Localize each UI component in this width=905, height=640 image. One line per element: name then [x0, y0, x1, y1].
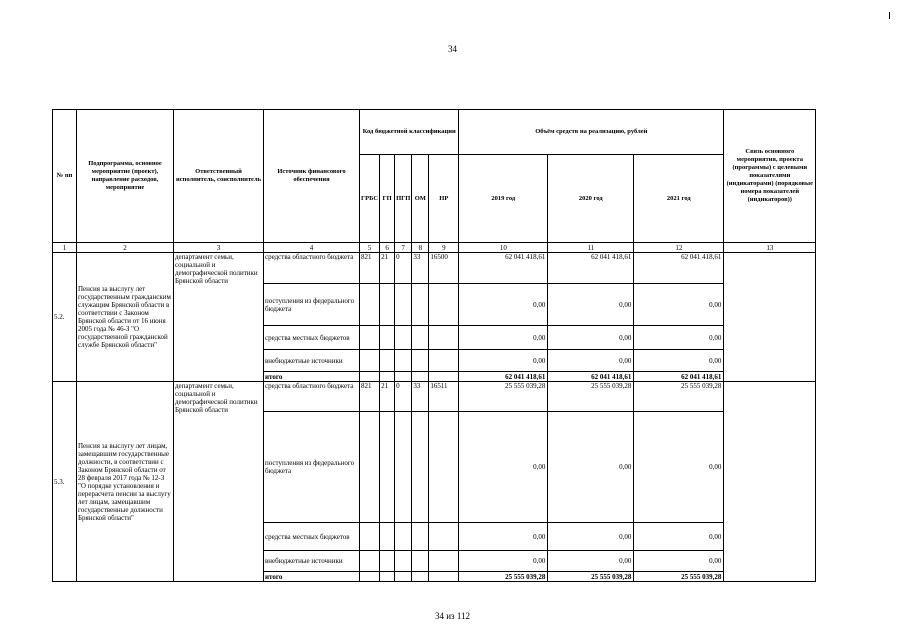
cell-gp: [380, 284, 395, 326]
cell-om: [412, 523, 429, 551]
cell-pgp: [395, 572, 412, 582]
header-gp: ГП: [380, 155, 395, 243]
row-name: Пенсия за выслугу лет государственным гражданским служащим Брянской области в соответствии с Законом Брянской области от 16 июня 2005 года № 46-З "О государственной гражданской службе Брянской области": [77, 253, 174, 382]
cell-2020: 0,00: [548, 412, 634, 523]
column-number: 3: [174, 243, 264, 253]
column-number: 11: [548, 243, 634, 253]
row-source: итого: [264, 372, 360, 382]
cell-gp: [380, 551, 395, 572]
cell-om: [412, 284, 429, 326]
column-number: 7: [395, 243, 412, 253]
cell-2020: 0,00: [548, 523, 634, 551]
column-number: 9: [429, 243, 459, 253]
cell-om: [412, 326, 429, 350]
cell-om: [412, 551, 429, 572]
cell-2020: 0,00: [548, 284, 634, 326]
header-np: НР: [429, 155, 459, 243]
cell-2019: 0,00: [459, 523, 548, 551]
cell-np: 16500: [429, 253, 459, 284]
header-subprogram: Подпрограмма, основное мероприятие (проект), направление расходов, мероприятие: [77, 110, 174, 243]
cell-2019: 0,00: [459, 412, 548, 523]
cell-2021: 0,00: [634, 523, 724, 551]
cell-om: [412, 372, 429, 382]
page-footer: 34 из 112: [434, 611, 471, 621]
cell-om: [412, 412, 429, 523]
cell-gp: 21: [380, 382, 395, 412]
cell-2019: 62 041 418,61: [459, 253, 548, 284]
cell-pgp: 0: [395, 253, 412, 284]
cell-np: [429, 326, 459, 350]
cell-link: [724, 253, 816, 382]
cell-grbs: 821: [360, 253, 380, 284]
row-executor: департамент семьи, социальной и демографической политики Брянской области: [174, 382, 264, 582]
row-source: средства местных бюджетов: [264, 523, 360, 551]
cell-om: [412, 572, 429, 582]
cell-grbs: [360, 572, 380, 582]
cell-grbs: [360, 551, 380, 572]
cell-2019: 25 555 039,28: [459, 572, 548, 582]
cell-np: [429, 572, 459, 582]
header-source: Источник финансового обеспечения: [264, 110, 360, 243]
column-number: 2: [77, 243, 174, 253]
table-row: [53, 253, 816, 284]
header-volume: Объём средств на реализацию, рублей: [459, 110, 724, 155]
table-row: [53, 382, 816, 412]
cell-np: 16511: [429, 382, 459, 412]
header-2021: 2021 год: [634, 155, 724, 243]
header-budget-code: Код бюджетной классификации: [360, 110, 459, 155]
cell-np: [429, 372, 459, 382]
cell-grbs: [360, 326, 380, 350]
cell-pgp: [395, 350, 412, 372]
cell-2020: 0,00: [548, 551, 634, 572]
cell-pgp: 0: [395, 382, 412, 412]
cell-grbs: [360, 350, 380, 372]
cell-2020: 25 555 039,28: [548, 572, 634, 582]
cell-gp: [380, 372, 395, 382]
row-num: 5.2.: [53, 253, 77, 382]
cell-gp: [380, 326, 395, 350]
cell-2019: 0,00: [459, 326, 548, 350]
cell-2021: 0,00: [634, 284, 724, 326]
column-number: 10: [459, 243, 548, 253]
cell-grbs: 821: [360, 382, 380, 412]
cell-om: [412, 350, 429, 372]
cell-pgp: [395, 326, 412, 350]
column-number: 1: [53, 243, 77, 253]
header-2019: 2019 год: [459, 155, 548, 243]
cell-grbs: [360, 372, 380, 382]
cell-om: 33: [412, 253, 429, 284]
row-source: итого: [264, 572, 360, 582]
cell-pgp: [395, 551, 412, 572]
column-number: 5: [360, 243, 380, 253]
cell-link: [724, 382, 816, 582]
row-source: поступления из федерального бюджета: [264, 284, 360, 326]
cell-np: [429, 412, 459, 523]
cell-2020: 62 041 418,61: [548, 253, 634, 284]
cell-gp: [380, 523, 395, 551]
row-executor: департамент семьи, социальной и демографической политики Брянской области: [174, 253, 264, 382]
header-executor: Ответственный исполнитель, соисполнитель: [174, 110, 264, 243]
header-om: ОМ: [412, 155, 429, 243]
column-number: 12: [634, 243, 724, 253]
cell-2021: 25 555 039,28: [634, 572, 724, 582]
column-number: 4: [264, 243, 360, 253]
row-source: средства местных бюджетов: [264, 326, 360, 350]
cell-gp: [380, 572, 395, 582]
cell-2020: 25 555 039,28: [548, 382, 634, 412]
column-number-row: [53, 243, 816, 253]
row-num: 5.3.: [53, 382, 77, 582]
cell-2020: 0,00: [548, 326, 634, 350]
cell-2019: 0,00: [459, 551, 548, 572]
cell-2019: 62 041 418,61: [459, 372, 548, 382]
header-grbs: ГРБС: [360, 155, 380, 243]
column-number: 6: [380, 243, 395, 253]
cell-2019: 25 555 039,28: [459, 382, 548, 412]
cell-2021: 0,00: [634, 551, 724, 572]
cell-gp: 21: [380, 253, 395, 284]
cell-pgp: [395, 523, 412, 551]
column-number: 13: [724, 243, 816, 253]
budget-table: [52, 109, 816, 582]
cell-2021: 0,00: [634, 412, 724, 523]
header-pgp: ПГП: [395, 155, 412, 243]
page-number-top: 34: [448, 44, 457, 54]
cell-pgp: [395, 372, 412, 382]
header-num: № пп: [53, 110, 77, 243]
cell-2020: 62 041 418,61: [548, 372, 634, 382]
cell-np: [429, 523, 459, 551]
cell-2020: 0,00: [548, 350, 634, 372]
cell-2021: 62 041 418,61: [634, 253, 724, 284]
cell-grbs: [360, 284, 380, 326]
column-number: 8: [412, 243, 429, 253]
row-source: внебюджетные источники: [264, 551, 360, 572]
cell-pgp: [395, 412, 412, 523]
cell-2021: 0,00: [634, 350, 724, 372]
cell-2019: 0,00: [459, 284, 548, 326]
cell-2021: 62 041 418,61: [634, 372, 724, 382]
cell-np: [429, 350, 459, 372]
row-source: поступления из федерального бюджета: [264, 412, 360, 523]
header-2020: 2020 год: [548, 155, 634, 243]
cell-om: 33: [412, 382, 429, 412]
cell-2021: 0,00: [634, 326, 724, 350]
cell-grbs: [360, 412, 380, 523]
cell-np: [429, 551, 459, 572]
row-source: средства областного бюджета: [264, 253, 360, 284]
row-source: средства областного бюджета: [264, 382, 360, 412]
cell-2021: 25 555 039,28: [634, 382, 724, 412]
header-link: Связь основного мероприятия, проекта (программы) с целевыми показателями (индикаторами) (порядковые номера показателей (индикаторов)): [724, 110, 816, 243]
cell-gp: [380, 350, 395, 372]
cell-grbs: [360, 523, 380, 551]
cell-np: [429, 284, 459, 326]
row-name: Пенсия за выслугу лет лицам, замещавшим государственные должности, в соответствии с Законом Брянской области от 28 февраля 2017 года № 12-З "О порядке установления и перерасчета пенсии за выслугу лет лицам, замещавшим государственные должности Брянской области": [77, 382, 174, 582]
cell-pgp: [395, 284, 412, 326]
scan-edge-mark: [889, 12, 890, 19]
cell-gp: [380, 412, 395, 523]
row-source: внебюджетные источники: [264, 350, 360, 372]
cell-2019: 0,00: [459, 350, 548, 372]
